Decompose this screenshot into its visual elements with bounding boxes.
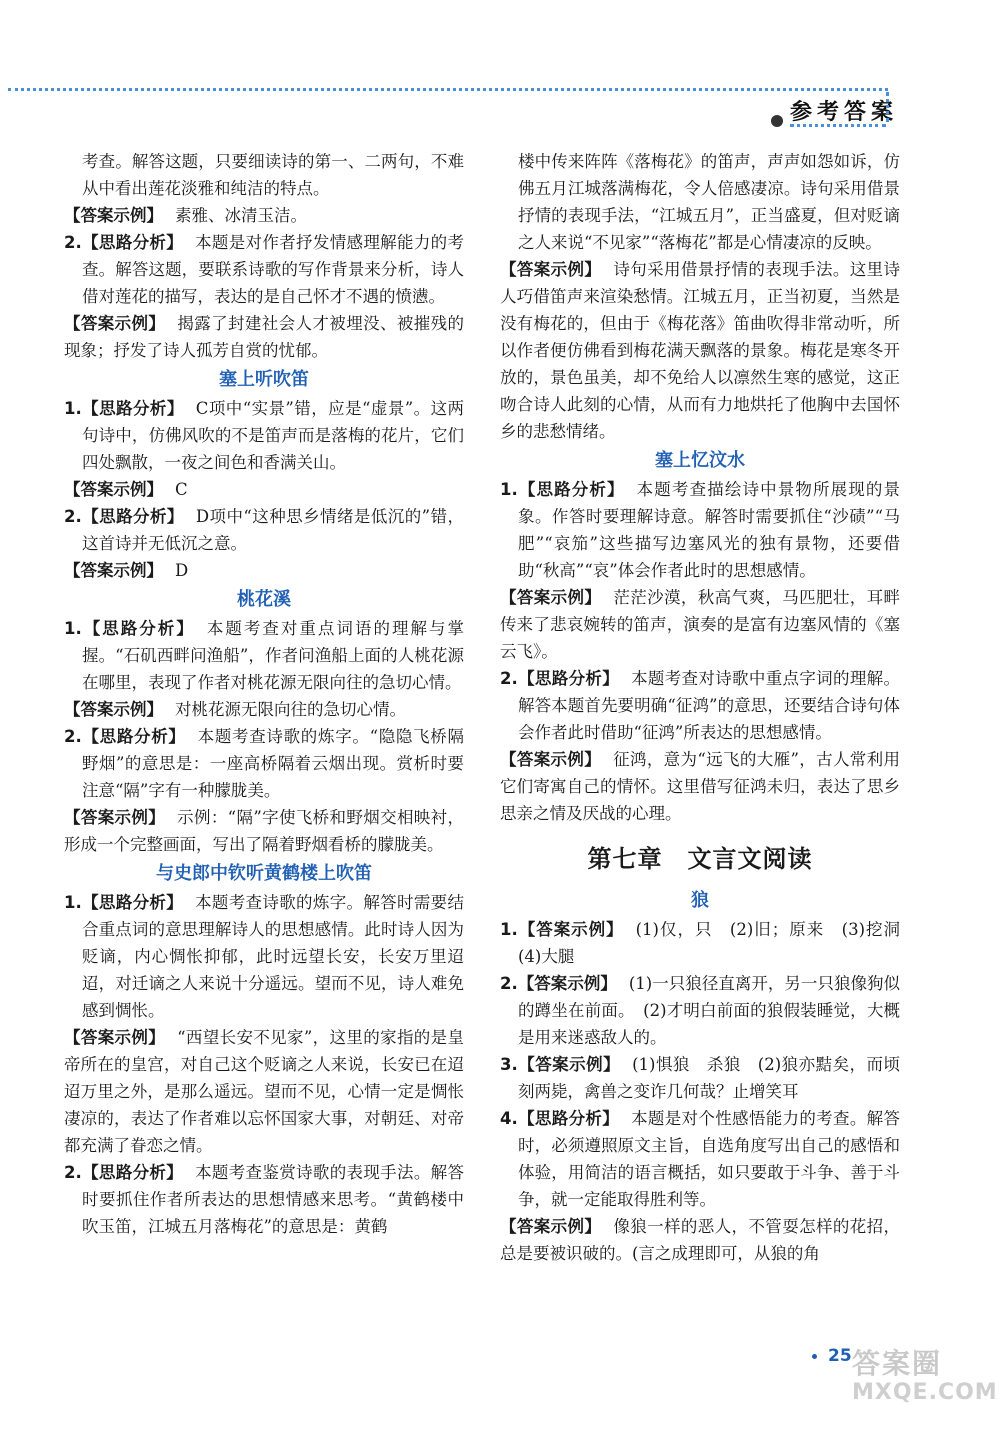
answer-tag: 【答案示例】: [500, 588, 602, 607]
answer-text: 考查。解答这题，只要细读诗的第一、二两句，不难从中看出莲花淡雅和纯洁的特点。: [82, 152, 464, 198]
answer-paragraph: [64, 202, 464, 229]
answer-text: 茫茫沙漠，秋高气爽，马匹肥壮，耳畔传来了悲哀婉转的笛声，演奏的是富有边塞风情的《塞云飞》。: [500, 588, 901, 661]
answer-text: 诗句采用借景抒情的表现手法。这里诗人巧借笛声来渲染愁情。江城五月，正当初夏，当然是没有梅花的，但由于《梅花落》笛曲吹得非常动听，所以作者便仿佛看到梅花满天飘落的景象。梅花是寒冬开放的，景色虽美，却不免给人以凛然生寒的感觉，这正吻合诗人此刻的心情，从而有力地烘托了他胸中去国怀乡的悲愁情绪。: [500, 260, 901, 441]
answer-paragraph: [500, 970, 900, 1051]
answer-paragraph: [500, 476, 900, 584]
answer-text: (1)仅，只 (2)旧；原来 (3)挖洞 (4)大腿: [518, 920, 917, 966]
answer-paragraph: [500, 1051, 900, 1105]
answer-tag: 【答案示例】: [64, 206, 163, 225]
answer-tag: 【答案示例】: [517, 920, 624, 939]
right-column: [500, 148, 917, 1267]
answer-tag: 【思路分析】: [81, 1163, 184, 1182]
watermark-logo: 答案圈: [852, 1347, 943, 1380]
answer-paragraph: [500, 1213, 900, 1267]
answer-tag: 【答案示例】: [500, 260, 602, 279]
section-title: 狼: [691, 890, 709, 911]
answer-text: C: [175, 480, 188, 499]
answer-text: C项中“实景”错，应是“虚景”。这两句诗中，仿佛风吹的不是笛声而是落梅的花片，它们四处飘散，一夜之间色和香满关山。: [82, 399, 464, 472]
item-number: 2.: [64, 727, 82, 746]
answer-tag: 【思路分析】: [81, 233, 184, 252]
answer-tag: 【答案示例】: [500, 1217, 602, 1236]
answer-text: (1)一只狼径直离开，另一只狼像狗似的蹲坐在前面。 (2)才明白前面的狼假装睡觉，大概是用来迷惑敌人的。: [518, 974, 901, 1047]
answer-tag: 【答案示例】: [64, 808, 166, 827]
answer-text: 本题考查鉴赏诗歌的表现手法。解答时要抓住作者所表达的思想情感来思考。“黄鹤楼中吹玉笛，江城五月落梅花”的意思是：黄鹤: [82, 1163, 465, 1236]
answer-text: 本题考查对重点词语的理解与掌握。“石矶西畔问渔船”，作者问渔船上面的人桃花源在哪里，表现了作者对桃花源无限向往的急切心情。: [82, 619, 465, 692]
answer-paragraph: [500, 584, 900, 665]
header-under-line: [790, 124, 886, 127]
answer-text: 素雅、冰清玉洁。: [175, 206, 307, 225]
answer-paragraph: [64, 310, 464, 364]
header-dotted-line: [8, 88, 888, 91]
answer-tag: 【思路分析】: [81, 619, 195, 638]
item-number: 1.: [500, 480, 518, 499]
answer-tag: 【答案示例】: [517, 1055, 621, 1074]
item-number: 2.: [64, 507, 82, 526]
left-column: [64, 148, 464, 1240]
answer-text: 本题是对个性感悟能力的考查。解答时，必须遵照原文主旨，自选角度写出自己的感悟和体验，用简洁的语言概括，如只要敢于斗争、善于斗争，就一定能取得胜利等。: [518, 1109, 901, 1209]
answer-tag: 【思路分析】: [517, 669, 620, 688]
answer-paragraph: [500, 665, 900, 746]
item-number: 2.: [500, 974, 518, 993]
item-number: 1.: [64, 893, 82, 912]
answer-text: 本题考查诗歌的炼字。解答时需要结合重点词的意思理解诗人的思想感情。此时诗人因为贬谪，内心惆怅抑郁，此时远望长安，长安万里迢迢，对迁谪之人来说十分遥远。望而不见，诗人难免感到惆怅。: [82, 893, 465, 1020]
answer-tag: 【思路分析】: [81, 893, 184, 912]
answer-text: 示例：“隔”字使飞桥和野烟交相映衬，形成一个完整画面，写出了隔着野烟看桥的朦胧美。: [64, 808, 465, 854]
chapter-title: 第七章 文言文阅读: [587, 845, 813, 873]
answer-tag: 【思路分析】: [81, 727, 186, 746]
item-number: 3.: [500, 1055, 518, 1074]
answer-tag: 【答案示例】: [64, 314, 166, 333]
header-bullet-icon: [771, 115, 783, 127]
answer-paragraph: [64, 696, 464, 723]
answer-text: 本题考查描绘诗中景物所展现的景象。作答时要理解诗意。解答时需要抓住“沙碛”“马肥”“哀笳”这些描写边塞风光的独有景物，还要借助“秋高”“哀”体会作者此时的思想感情。: [518, 480, 901, 580]
section-title: 与史郎中钦听黄鹤楼上吹笛: [156, 863, 372, 884]
answer-text: 楼中传来阵阵《落梅花》的笛声，声声如怨如诉，仿佛五月江城落满梅花，令人倍感凄凉。诗句采用借景抒情的表现手法，“江城五月”，正当盛夏，但对贬谪之人来说“不见家”“落梅花”都是心情凄凉的反映。: [518, 152, 900, 252]
answer-tag: 【答案示例】: [64, 561, 163, 580]
header-title: 参考答案: [790, 100, 899, 125]
answer-text: 像狼一样的恶人，不管耍怎样的花招，总是要被识破的。(言之成理即可，从狼的角: [500, 1217, 901, 1263]
answer-paragraph: [64, 723, 464, 804]
section-title: 塞上听吹笛: [219, 369, 309, 390]
answer-paragraph: [64, 503, 464, 557]
answer-text: D: [175, 561, 189, 580]
answer-paragraph: [64, 1159, 464, 1240]
answer-tag: 【思路分析】: [81, 399, 184, 418]
item-number: 2.: [64, 233, 82, 252]
answer-tag: 【答案示例】: [500, 750, 602, 769]
page-number: 25: [828, 1346, 852, 1366]
answer-text: 揭露了封建社会人才被埋没、被摧残的现象；抒发了诗人孤芳自赏的忧郁。: [64, 314, 465, 360]
answer-text: 对桃花源无限向往的急切心情。: [175, 700, 406, 719]
answer-paragraph: [64, 229, 464, 310]
answer-paragraph: [500, 916, 917, 970]
answer-text: “西望长安不见家”，这里的家指的是皇帝所在的皇宫，对自己这个贬谪之人来说，长安已在迢迢万里之外，是那么遥远。望而不见，心情一定是惆怅凄凉的，表达了作者难以忘怀国家大事，对朝廷、对帝都充满了眷恋之情。: [64, 1028, 465, 1155]
watermark-url: MXQE.COM: [852, 1380, 998, 1405]
answer-paragraph: [500, 148, 900, 256]
answer-paragraph: [64, 804, 464, 858]
answer-paragraph: [64, 395, 464, 476]
answer-text: 征鸿，意为“远飞的大雁”，古人常利用它们寄寓自己的情怀。这里借写征鸿未归，表达了思乡思亲之情及厌战的心理。: [500, 750, 901, 823]
answer-paragraph: [64, 557, 464, 584]
answer-paragraph: [64, 615, 464, 696]
answer-paragraph: [64, 476, 464, 503]
answer-paragraph: [64, 148, 464, 202]
item-number: 1.: [500, 920, 518, 939]
answer-tag: 【思路分析】: [81, 507, 184, 526]
item-number: 1.: [64, 619, 82, 638]
section-title: 桃花溪: [237, 589, 291, 610]
section-title: 塞上忆汶水: [655, 450, 745, 471]
answer-text: 本题是对作者抒发情感理解能力的考查。解答这题，要联系诗歌的写作背景来分析，诗人借对莲花的描写，表达的是自己怀才不遇的愤懑。: [82, 233, 465, 306]
item-number: 2.: [64, 1163, 82, 1182]
page-dot-icon: [812, 1354, 817, 1359]
answer-paragraph: [64, 1024, 464, 1159]
header-side-dots: [886, 92, 889, 122]
answer-paragraph: [500, 256, 900, 445]
answer-text: 本题考查对诗歌中重点字词的理解。解答本题首先要明确“征鸿”的意思，还要结合诗句体会作者此时借助“征鸿”所表达的思想感情。: [518, 669, 901, 742]
answer-tag: 【答案示例】: [64, 700, 163, 719]
answer-tag: 【答案示例】: [64, 480, 163, 499]
answer-paragraph: [64, 889, 464, 1024]
answer-paragraph: [500, 746, 900, 827]
answer-paragraph: [500, 1105, 900, 1213]
answer-text: D项中“这种思乡情绪是低沉的”错，这首诗并无低沉之意。: [82, 507, 464, 553]
answer-text: (1)惧狼 杀狼 (2)狼亦黠矣，而顷刻两毙，禽兽之变诈几何哉？止增笑耳: [518, 1055, 901, 1101]
answer-tag: 【答案示例】: [517, 974, 617, 993]
answer-tag: 【思路分析】: [517, 480, 625, 499]
item-number: 2.: [500, 669, 518, 688]
answer-tag: 【思路分析】: [517, 1109, 620, 1128]
item-number: 4.: [500, 1109, 518, 1128]
answer-text: 本题考查诗歌的炼字。“隐隐飞桥隔野烟”的意思是：一座高桥隔着云烟出现。赏析时要注意“隔”字有一种朦胧美。: [82, 727, 465, 800]
item-number: 1.: [64, 399, 82, 418]
answer-tag: 【答案示例】: [64, 1028, 166, 1047]
